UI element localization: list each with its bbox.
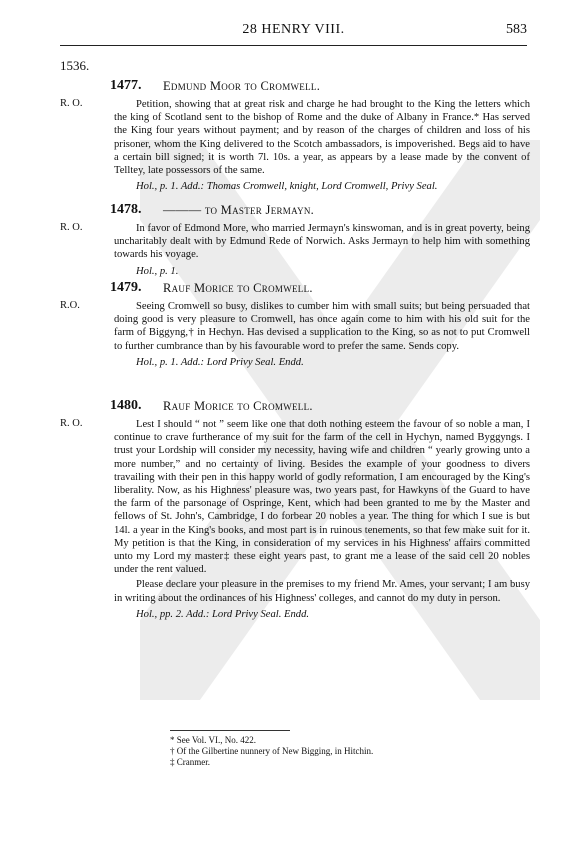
running-head <box>60 22 527 42</box>
entry-title: ——— to Master Jermayn. <box>163 203 315 217</box>
footnote-rule <box>170 730 290 731</box>
source-label: R. O. <box>60 418 83 429</box>
source-label: R. O. <box>60 222 83 233</box>
entry-text: Lest I should “ not ” seem like one that doth nothing esteem the favour of so noble a man, I continue to crave furtherance of my suit for the farm of the cell in Hychyn, named Byggyngs. I trust your Lordship will consider my necessity, having wife and children “ yearly growing unto a more number,” and no certainty of living. Besides the example of your goodness to divers travailing with their pen in this happy world of godly reformation, I am encouraged by the King's liberality. Now, as his Highness' pleasure was, two years past, for Hawkyns of the Guard to have the farm of the parsonage of Ospringe, Kent, which had been granted to me by the Master and fellows of St. John's, Cambridge, I do forbear 20 nobles a year. The thing for which I sue is but 14l. a year in the King's books, and most part is in ruinous tenements, so that few make suit for it. My petition is that the King, in consideration of my services in his Highness' affairs committed unto my Lord my master‡ these eight years past, to grant me a lease of the said cell 20 nobles under the rent valued. <box>114 419 530 576</box>
footnote: † Of the Gilbertine nunnery of New Bigging, in Hitchin. <box>170 746 374 756</box>
year-label: 1536. <box>60 58 90 73</box>
footnotes <box>170 730 373 768</box>
footnote: ‡ Cranmer. <box>170 757 210 767</box>
entry-title: Rauf Morice to Cromwell. <box>163 281 313 295</box>
entry-meta: Hol., pp. 2. Add.: Lord Privy Seal. Endd. <box>136 608 310 620</box>
source-label: R. O. <box>60 98 83 109</box>
entry-text: Petition, showing that at great risk and charge he had brought to the King the letters which the king of Scotland sent to the bishop of Rome and the duke of Albany in France.* Has served the King four years without payment; and by reason of the charges of children and loss of his prisoner, whom the King delivered to the Scotch ambassadors, is impoverished. Begs aid to have a certain bill signed; it is worth 7l. 10s. a year, as appears by a lease made by the convent of Telltey, late possessors of the same. <box>114 99 530 177</box>
footnote: * See Vol. VI., No. 422. <box>170 735 257 745</box>
entry-meta: Hol., p. 1. <box>136 265 179 277</box>
entry-meta: Hol., p. 1. Add.: Thomas Cromwell, knight, Lord Cromwell, Privy Seal. <box>136 181 438 193</box>
entry-text-continued: Please declare your pleasure in the premises to my friend Mr. Ames, your servant; I am busy in writing about the ordinances of his Highness' colleges, and cannot do my duty in person. <box>114 579 530 604</box>
entry-1477 <box>60 78 530 193</box>
entry-1478 <box>60 202 530 278</box>
entry-1479 <box>60 280 530 369</box>
entry-head <box>60 78 530 96</box>
page-number: 583 <box>506 22 527 37</box>
entry-head <box>60 398 530 416</box>
entry-number: 1479. <box>110 280 142 295</box>
entry-number: 1480. <box>110 398 142 413</box>
entry-number: 1478. <box>110 202 142 217</box>
source-label: R.O. <box>60 300 80 311</box>
entry-head <box>60 280 530 298</box>
entry-text: Seeing Cromwell so busy, dislikes to cumber him with small suits; but being persuaded that doing good is very pleasure to Cromwell, has once again come to him with his old suit for the farm of Biggyng,† in Hechyn. Has devised a supplication to the King, so as not to put Cromwell to further cumbrance than by his favourable word to prefer the same. Sends copy. <box>114 301 530 352</box>
entry-title: Edmund Moor to Cromwell. <box>163 79 321 93</box>
entry-meta: Hol., p. 1. Add.: Lord Privy Seal. Endd. <box>136 356 304 368</box>
entry-title: Rauf Morice to Cromwell. <box>163 399 313 413</box>
header-rule <box>60 45 527 46</box>
entry-text: In favor of Edmond More, who married Jermayn's kinswoman, and is in great poverty, being uncharitably dealt with by Edmund Rede of Norwich. Asks Jermayn to help him with something towards his voyage. <box>114 223 530 261</box>
entry-head <box>60 202 530 220</box>
running-title: 28 HENRY VIII. <box>242 22 345 37</box>
entry-1480 <box>60 398 530 621</box>
entry-number: 1477. <box>110 78 142 93</box>
